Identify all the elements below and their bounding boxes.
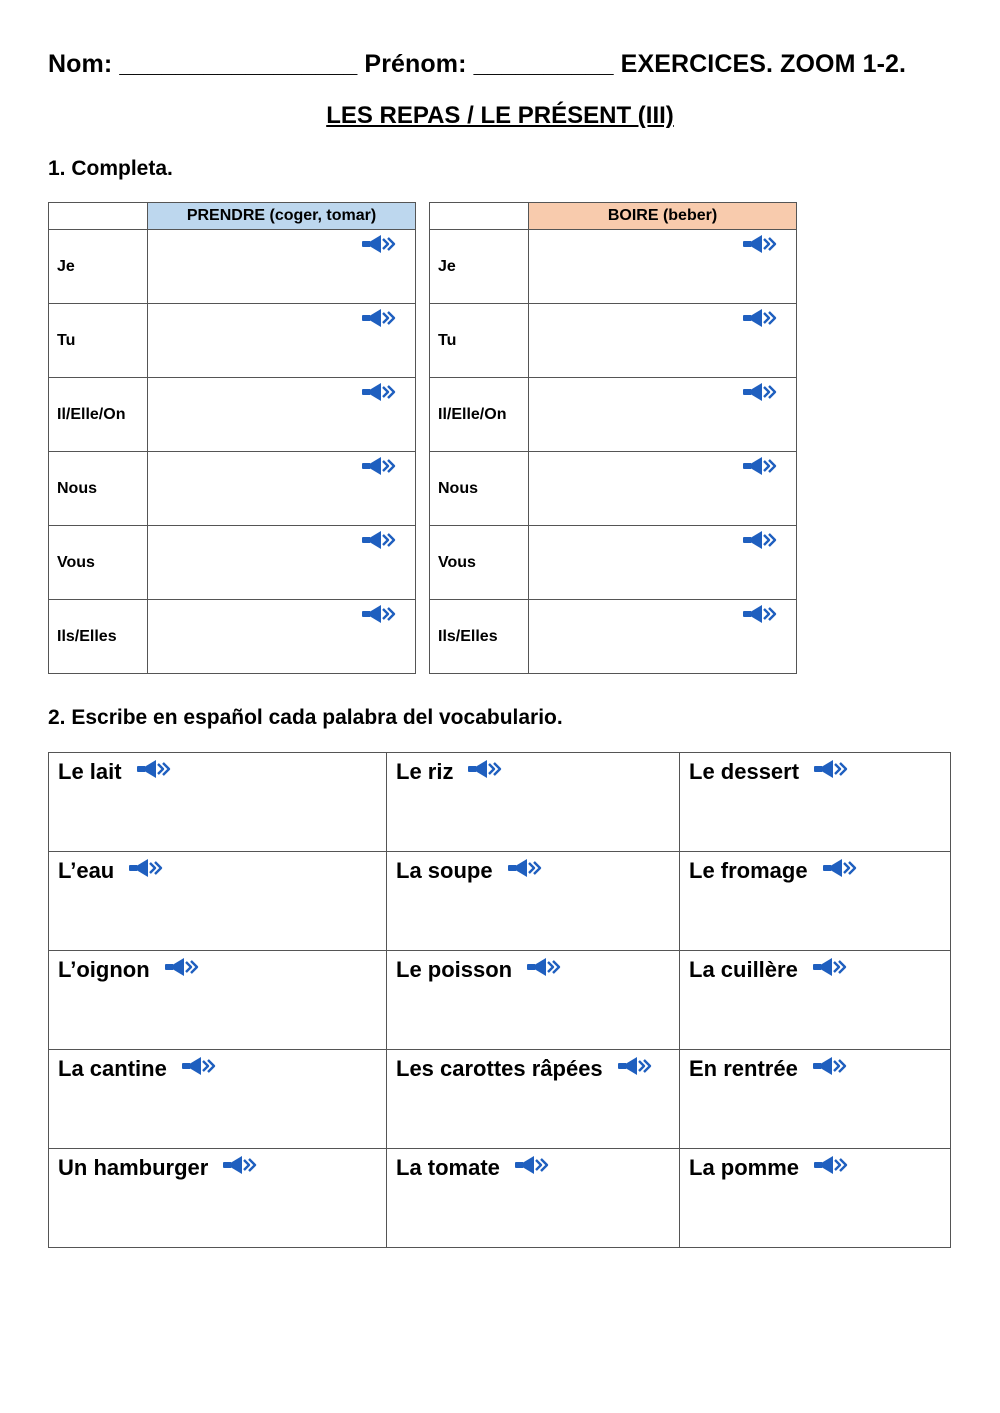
speaker-icon[interactable] <box>742 456 780 476</box>
vocab-word: Le dessert <box>689 759 800 784</box>
vocab-word: Le poisson <box>396 957 513 982</box>
answer-cell[interactable] <box>529 526 797 600</box>
pronoun-label: Vous <box>49 526 148 600</box>
speaker-icon[interactable] <box>361 382 399 402</box>
vocab-word: L’oignon <box>58 957 150 982</box>
section-1-heading: 1. Completa. <box>48 157 173 180</box>
pronoun-label: Ils/Elles <box>430 600 529 674</box>
pronoun-label: Vous <box>430 526 529 600</box>
vocab-cell[interactable] <box>680 1050 951 1149</box>
conjugation-table-boire <box>429 202 797 674</box>
answer-cell[interactable] <box>529 452 797 526</box>
vocab-word: La pomme <box>689 1155 800 1180</box>
pronoun-label: Ils/Elles <box>49 600 148 674</box>
vocab-cell[interactable] <box>387 1149 680 1248</box>
speaker-icon[interactable] <box>742 604 780 624</box>
speaker-icon[interactable] <box>822 858 860 878</box>
vocab-word: Un hamburger <box>58 1155 209 1180</box>
answer-cell[interactable] <box>148 304 416 378</box>
speaker-icon[interactable] <box>128 858 166 878</box>
speaker-icon[interactable] <box>361 234 399 254</box>
speaker-icon[interactable] <box>526 957 564 977</box>
vocab-word: Les carottes râpées <box>396 1056 603 1081</box>
speaker-icon[interactable] <box>361 308 399 328</box>
pronoun-label: Je <box>430 230 529 304</box>
vocab-word: La cantine <box>58 1056 167 1081</box>
vocab-cell[interactable] <box>387 852 680 951</box>
pronoun-label: Tu <box>49 304 148 378</box>
vocab-word: La soupe <box>396 858 493 883</box>
vocab-word: La tomate <box>396 1155 500 1180</box>
section-2-heading: 2. Escribe en español cada palabra del vocabulario. <box>48 706 563 729</box>
empty-corner-cell <box>430 203 529 230</box>
page-title: LES REPAS / LE PRÉSENT (III) <box>326 102 674 129</box>
empty-corner-cell <box>49 203 148 230</box>
speaker-icon[interactable] <box>361 456 399 476</box>
speaker-icon[interactable] <box>812 1056 850 1076</box>
speaker-icon[interactable] <box>742 382 780 402</box>
vocab-word: L’eau <box>58 858 115 883</box>
speaker-icon[interactable] <box>617 1056 655 1076</box>
speaker-icon[interactable] <box>812 957 850 977</box>
speaker-icon[interactable] <box>742 530 780 550</box>
pronoun-label: Nous <box>430 452 529 526</box>
vocab-cell[interactable] <box>49 1050 387 1149</box>
vocab-cell[interactable] <box>49 753 387 852</box>
vocab-cell[interactable] <box>387 951 680 1050</box>
pronoun-label: Il/Elle/On <box>49 378 148 452</box>
answer-cell[interactable] <box>529 600 797 674</box>
speaker-icon[interactable] <box>742 308 780 328</box>
header-line: Nom: _________________ Prénom: __________ EXERCICES. ZOOM 1-2. <box>48 50 907 78</box>
answer-cell[interactable] <box>148 600 416 674</box>
verb-header-boire: BOIRE (beber) <box>529 203 797 230</box>
answer-cell[interactable] <box>529 304 797 378</box>
answer-cell[interactable] <box>529 230 797 304</box>
vocab-cell[interactable] <box>49 951 387 1050</box>
vocab-cell[interactable] <box>680 753 951 852</box>
vocab-cell[interactable] <box>49 852 387 951</box>
speaker-icon[interactable] <box>136 759 174 779</box>
speaker-icon[interactable] <box>813 759 851 779</box>
verb-header-prendre: PRENDRE (coger, tomar) <box>148 203 416 230</box>
speaker-icon[interactable] <box>742 234 780 254</box>
vocab-word: Le lait <box>58 759 122 784</box>
conjugation-table-prendre <box>48 202 416 674</box>
speaker-icon[interactable] <box>222 1155 260 1175</box>
vocab-word: La cuillère <box>689 957 798 982</box>
answer-cell[interactable] <box>148 526 416 600</box>
vocabulary-table <box>48 752 951 1248</box>
vocab-cell[interactable] <box>387 753 680 852</box>
speaker-icon[interactable] <box>813 1155 851 1175</box>
speaker-icon[interactable] <box>361 530 399 550</box>
vocab-cell[interactable] <box>680 951 951 1050</box>
speaker-icon[interactable] <box>467 759 505 779</box>
speaker-icon[interactable] <box>164 957 202 977</box>
pronoun-label: Nous <box>49 452 148 526</box>
speaker-icon[interactable] <box>361 604 399 624</box>
vocab-word: Le fromage <box>689 858 808 883</box>
speaker-icon[interactable] <box>181 1056 219 1076</box>
speaker-icon[interactable] <box>507 858 545 878</box>
answer-cell[interactable] <box>529 378 797 452</box>
vocab-cell[interactable] <box>49 1149 387 1248</box>
speaker-icon[interactable] <box>514 1155 552 1175</box>
answer-cell[interactable] <box>148 452 416 526</box>
vocab-cell[interactable] <box>680 852 951 951</box>
vocab-cell[interactable] <box>680 1149 951 1248</box>
pronoun-label: Il/Elle/On <box>430 378 529 452</box>
pronoun-label: Je <box>49 230 148 304</box>
vocab-cell[interactable] <box>387 1050 680 1149</box>
answer-cell[interactable] <box>148 378 416 452</box>
vocab-word: En rentrée <box>689 1056 798 1081</box>
pronoun-label: Tu <box>430 304 529 378</box>
vocab-word: Le riz <box>396 759 454 784</box>
answer-cell[interactable] <box>148 230 416 304</box>
